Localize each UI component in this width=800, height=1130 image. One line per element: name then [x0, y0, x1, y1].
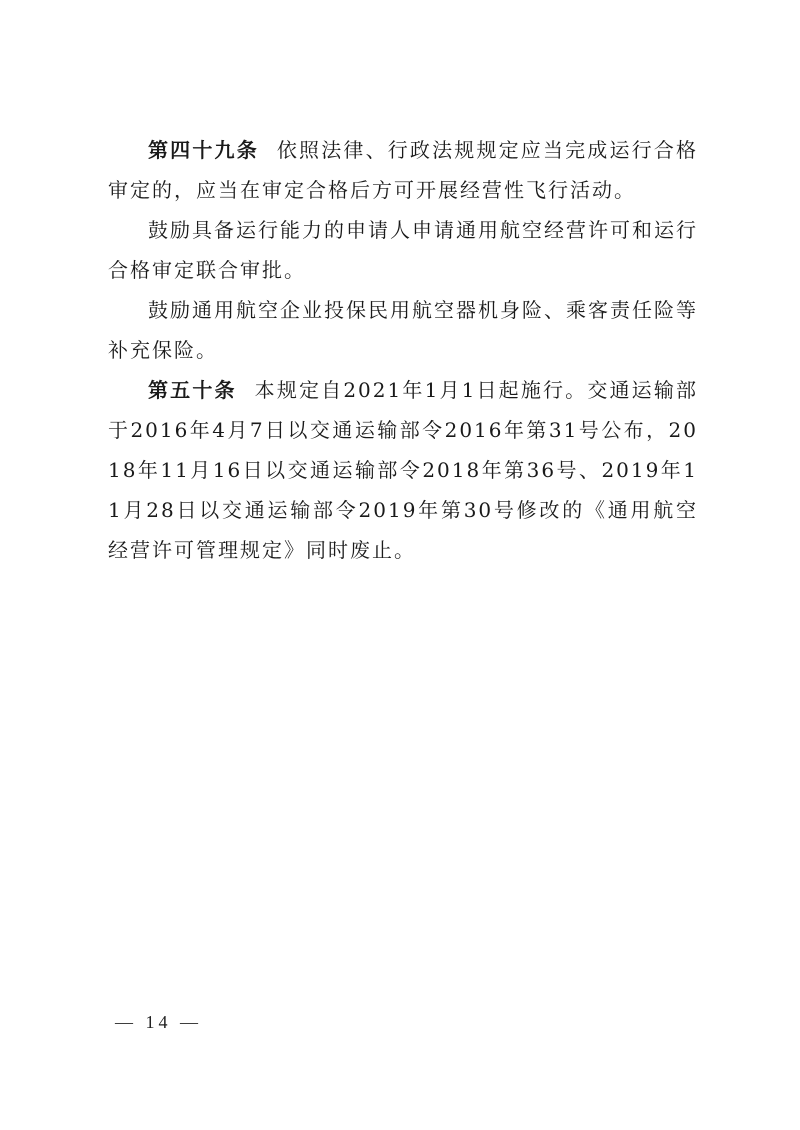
paragraph-text: 依照法律、行政法规规定应当完成运行合格审定的，应当在审定合格后方可开展经营性飞行活动。: [108, 138, 699, 202]
page-number: — 14 —: [115, 1012, 202, 1032]
paragraph-text: 鼓励具备运行能力的申请人申请通用航空经营许可和运行合格审定联合审批。: [108, 218, 698, 282]
paragraph-text: 本规定自2021年1月1日起施行。交通运输部于2016年4月7日以交通运输部令2016年第31号公布，2018年11月16日以交通运输部令2018年第36号、2019年11月28日以交通运输部令2019年第30号修改的《通用航空经营许可管理规定》同时废止。: [108, 378, 698, 562]
paragraph-text: 鼓励通用航空企业投保民用航空器机身险、乘客责任险等补充保险。: [108, 298, 698, 362]
document-body: [108, 130, 698, 570]
article-number: 第四十九条: [148, 138, 259, 162]
paragraph-article-49: [108, 130, 698, 210]
paragraph-insurance: [108, 290, 698, 370]
article-number: 第五十条: [148, 378, 237, 402]
paragraph-joint-approval: [108, 210, 698, 290]
paragraph-article-50: [108, 370, 698, 570]
